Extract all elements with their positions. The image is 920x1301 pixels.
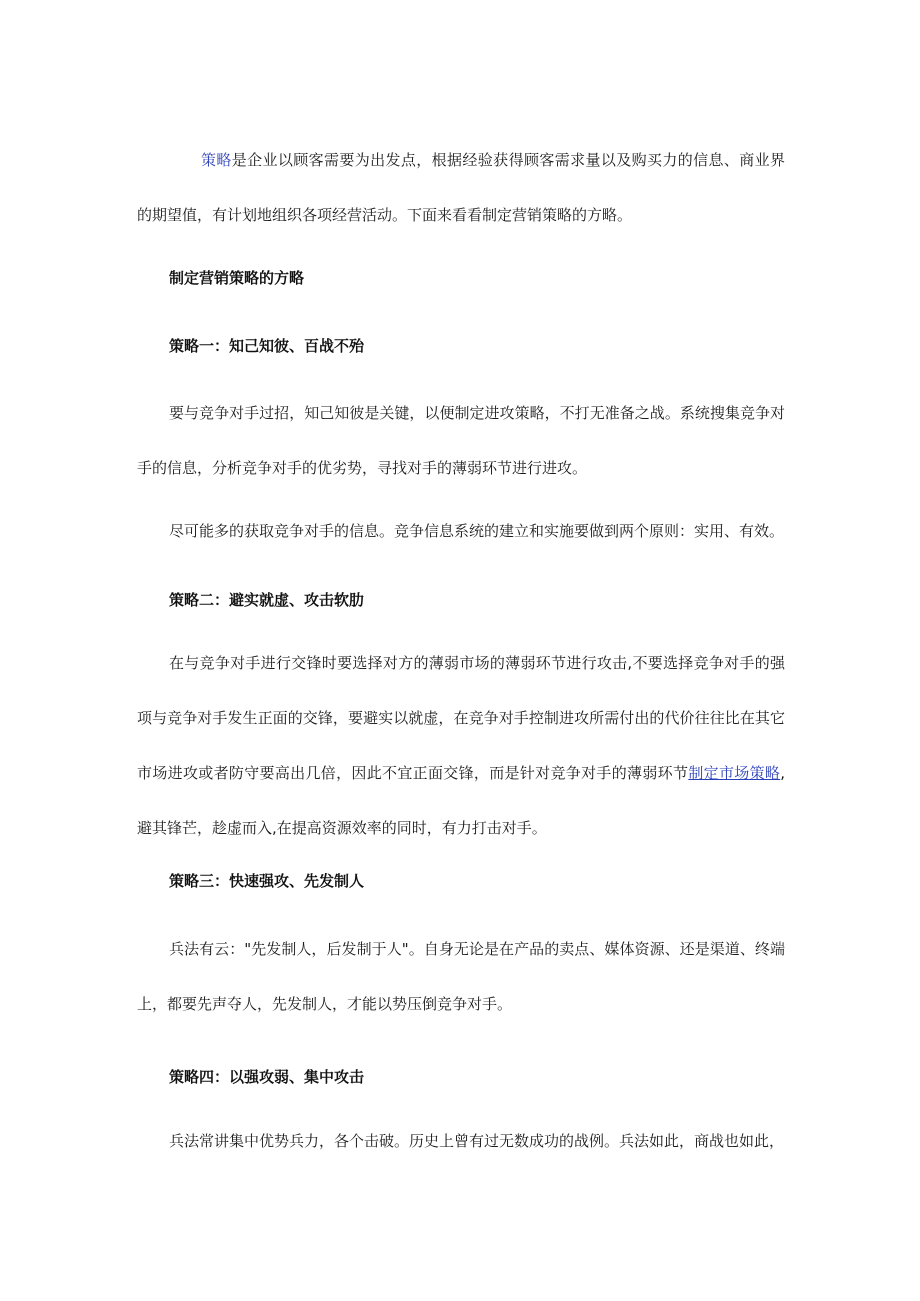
strategy-1-heading: 策略一：知己知彼、百战不殆 xyxy=(169,337,365,355)
section-title: 制定营销策略的方略 xyxy=(169,269,305,287)
strategy-1-paragraph-2: 尽可能多的获取竞争对手的信息。竞争信息系统的建立和实施要做到两个原则：实用、有效。 xyxy=(169,522,785,540)
strategy-1-paragraph-1: 要与竞争对手过招，知己知彼是关键，以便制定进攻策略，不打无准备之战。系统搜集竞争对手的信息，分析竞争对手的优劣势，寻找对手的薄弱环节进行进攻。 xyxy=(137,404,785,477)
strategy-4-paragraph: 兵法常讲集中优势兵力，各个击破。历史上曾有过无数成功的战例。兵法如此，商战也如此， xyxy=(169,1132,785,1150)
strategy-2-text-before-link: 在与竞争对手进行交锋时要选择对方的薄弱市场的薄弱环节进行攻击,不要选择竞争对手的强项与竞争对手发生正面的交锋，要避实以就虚，在竞争对手控制进攻所需付出的代价往往比在其它市场进攻或者防守要高出几倍，因此不宜正面交锋，而是针对竞争对手的薄弱环节 xyxy=(137,654,785,782)
strategy-3-paragraph: 兵法有云："先发制人，后发制于人"。自身无论是在产品的卖点、媒体资源、还是渠道、终端上，都要先声夺人，先发制人，才能以势压倒竞争对手。 xyxy=(137,940,785,1013)
strategy-4-heading: 策略四：以强攻弱、集中攻击 xyxy=(169,1068,365,1086)
intro-text: 是企业以顾客需要为出发点，根据经验获得顾客需求量以及购买力的信息、商业界的期望值，有计划地组织各项经营活动。下面来看看制定营销策略的方略。 xyxy=(137,151,785,224)
intro-paragraph xyxy=(137,133,785,243)
strategy-2-paragraph xyxy=(137,636,785,856)
market-strategy-link[interactable]: 制定市场策略 xyxy=(688,764,781,782)
strategy-3-heading: 策略三：快速强攻、先发制人 xyxy=(169,872,365,890)
strategy-link[interactable]: 策略 xyxy=(201,151,232,169)
strategy-2-heading: 策略二：避实就虚、攻击软肋 xyxy=(169,591,365,609)
strategy-2-text-after-link: ,避其锋芒，趁虚而入,在提高资源效率的同时，有力打击对手。 xyxy=(137,764,785,837)
